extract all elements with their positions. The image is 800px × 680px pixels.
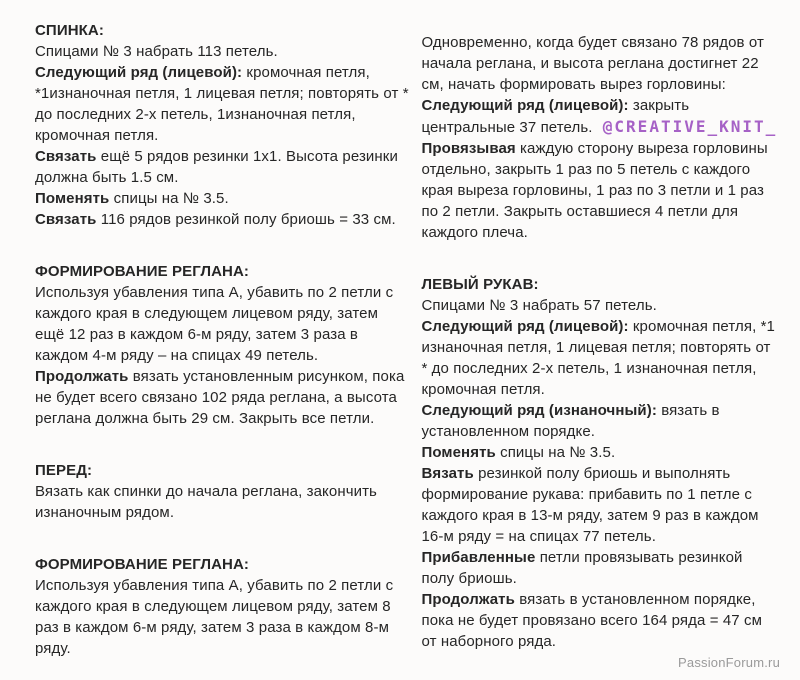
paragraph (421, 32, 778, 95)
bold-text: Связать (35, 211, 97, 228)
body-text: Спицами № 3 набрать 57 петель. (421, 297, 657, 314)
bold-text: Следующий ряд (лицевой): (421, 318, 629, 335)
body-text: 116 рядов резинкой полу бриошь = 33 см. (96, 211, 396, 228)
paragraph (421, 274, 778, 295)
body-text: петли провязывать резинкой полу бриошь. (421, 549, 743, 587)
paragraph (421, 316, 778, 400)
paragraph (35, 209, 409, 230)
body-text: ещё 5 рядов резинки 1х1. Высота резинки должна быть 1.5 см. (35, 148, 398, 186)
bold-text: Поменять (421, 444, 496, 461)
paragraph (35, 554, 409, 575)
paragraph (35, 366, 409, 429)
site-watermark: PassionForum.ru (678, 655, 780, 670)
body-text: закрыть центральные 37 петель. (421, 97, 690, 136)
brand-watermark: @CREATIVE_KNIT_ (602, 117, 778, 136)
paragraph (35, 62, 409, 146)
paragraph (35, 282, 409, 366)
bold-text: Следующий ряд (изнаночный): (421, 402, 657, 419)
section-front (35, 460, 409, 523)
body-text: Спицами № 3 набрать 113 петель. (35, 43, 278, 60)
left-column (35, 20, 409, 680)
paragraph (421, 463, 778, 547)
bold-text: Следующий ряд (лицевой): (35, 64, 243, 81)
paragraph (35, 146, 409, 188)
paragraph (35, 575, 409, 659)
body-text: Вязать как спинки до начала реглана, закончить изнаночным рядом. (35, 483, 377, 521)
body-text: Используя убавления типа А, убавить по 2 петли с каждого края в следующем лицевом ряду, затем ещё 12 раз в каждом 6-м ряду, затем 3 раза в каждом 4-м ряду – на спицах 49 петель. (35, 284, 394, 364)
paragraph (421, 547, 778, 589)
paragraph (35, 41, 409, 62)
bold-text: Следующий ряд (лицевой): (421, 97, 629, 114)
paragraph (421, 138, 778, 243)
bold-text: Связать (35, 148, 97, 165)
paragraph (421, 95, 778, 138)
bold-text: Прибавленные (421, 549, 536, 566)
paragraph (35, 20, 409, 41)
paragraph (421, 442, 778, 463)
bold-text: Вязать (421, 465, 474, 482)
body-text: вязать установленным рисунком, пока не будет всего связано 102 ряда реглана, а высота реглана должна быть 29 см. Закрыть все петли. (35, 368, 405, 427)
paragraph (421, 400, 778, 442)
paragraph (421, 589, 778, 652)
bold-text: ФОРМИРОВАНИЕ РЕГЛАНА: (35, 556, 249, 573)
bold-text: ЛЕВЫЙ РУКАВ: (421, 276, 539, 293)
bold-text: СПИНКА: (35, 22, 104, 39)
section-raglan-shaping-2 (35, 554, 409, 659)
body-text: каждую сторону выреза горловины отдельно, закрыть 1 раз по 5 петель с каждого края выреза горловины, 1 раз по 3 петли и 1 раз по 2 петли. Закрыть оставшиеся 4 петли для каждого плеча. (421, 140, 768, 241)
paragraph (35, 261, 409, 282)
section-raglan-shaping-1 (35, 261, 409, 429)
paragraph (35, 188, 409, 209)
section-left-sleeve (421, 274, 778, 652)
paragraph (35, 460, 409, 481)
section-neckline (421, 32, 778, 243)
body-text: Используя убавления типа А, убавить по 2 петли с каждого края в следующем лицевом ряду, затем 8 раз в каждом 6-м ряду, затем 3 раза в каждом 8-м ряду. (35, 577, 394, 657)
bold-text: Продолжать (35, 368, 129, 385)
right-column (421, 20, 778, 680)
bold-text: ФОРМИРОВАНИЕ РЕГЛАНА: (35, 263, 249, 280)
bold-text: Провязывая (421, 140, 516, 157)
body-text: резинкой полу бриошь и выполнять формирование рукава: прибавить по 1 петле с каждого края в 13-м ряду, затем 9 раз в каждом 16-м ряду = на спицах 77 петель. (421, 465, 759, 545)
body-text: кромочная петля, *1 изнаночная петля, 1 лицевая петля; повторять от * до последних 2-х петель, 1 изнаночная петля, кромочная петля. (421, 318, 775, 398)
body-text: Одновременно, когда будет связано 78 рядов от начала реглана, и высота реглана достигнет 22 см, начать формировать вырез горловины: (421, 34, 764, 93)
section-back (35, 20, 409, 230)
body-text: вязать в установленном порядке. (421, 402, 720, 440)
body-text: спицы на № 3.5. (495, 444, 616, 461)
body-text: кромочная петля, *1изнаночная петля, 1 лицевая петля; повторять от * до последних 2-х петель, 1изнаночная петля, кромочная петля. (35, 64, 409, 144)
bold-text: Поменять (35, 190, 110, 207)
body-text: вязать в установленном порядке, пока не будет провязано всего 164 ряда = 47 см от наборного ряда. (421, 591, 763, 650)
bold-text: ПЕРЕД: (35, 462, 93, 479)
paragraph (35, 481, 409, 523)
paragraph (421, 295, 778, 316)
body-text: спицы на № 3.5. (109, 190, 229, 207)
bold-text: Продолжать (421, 591, 515, 608)
